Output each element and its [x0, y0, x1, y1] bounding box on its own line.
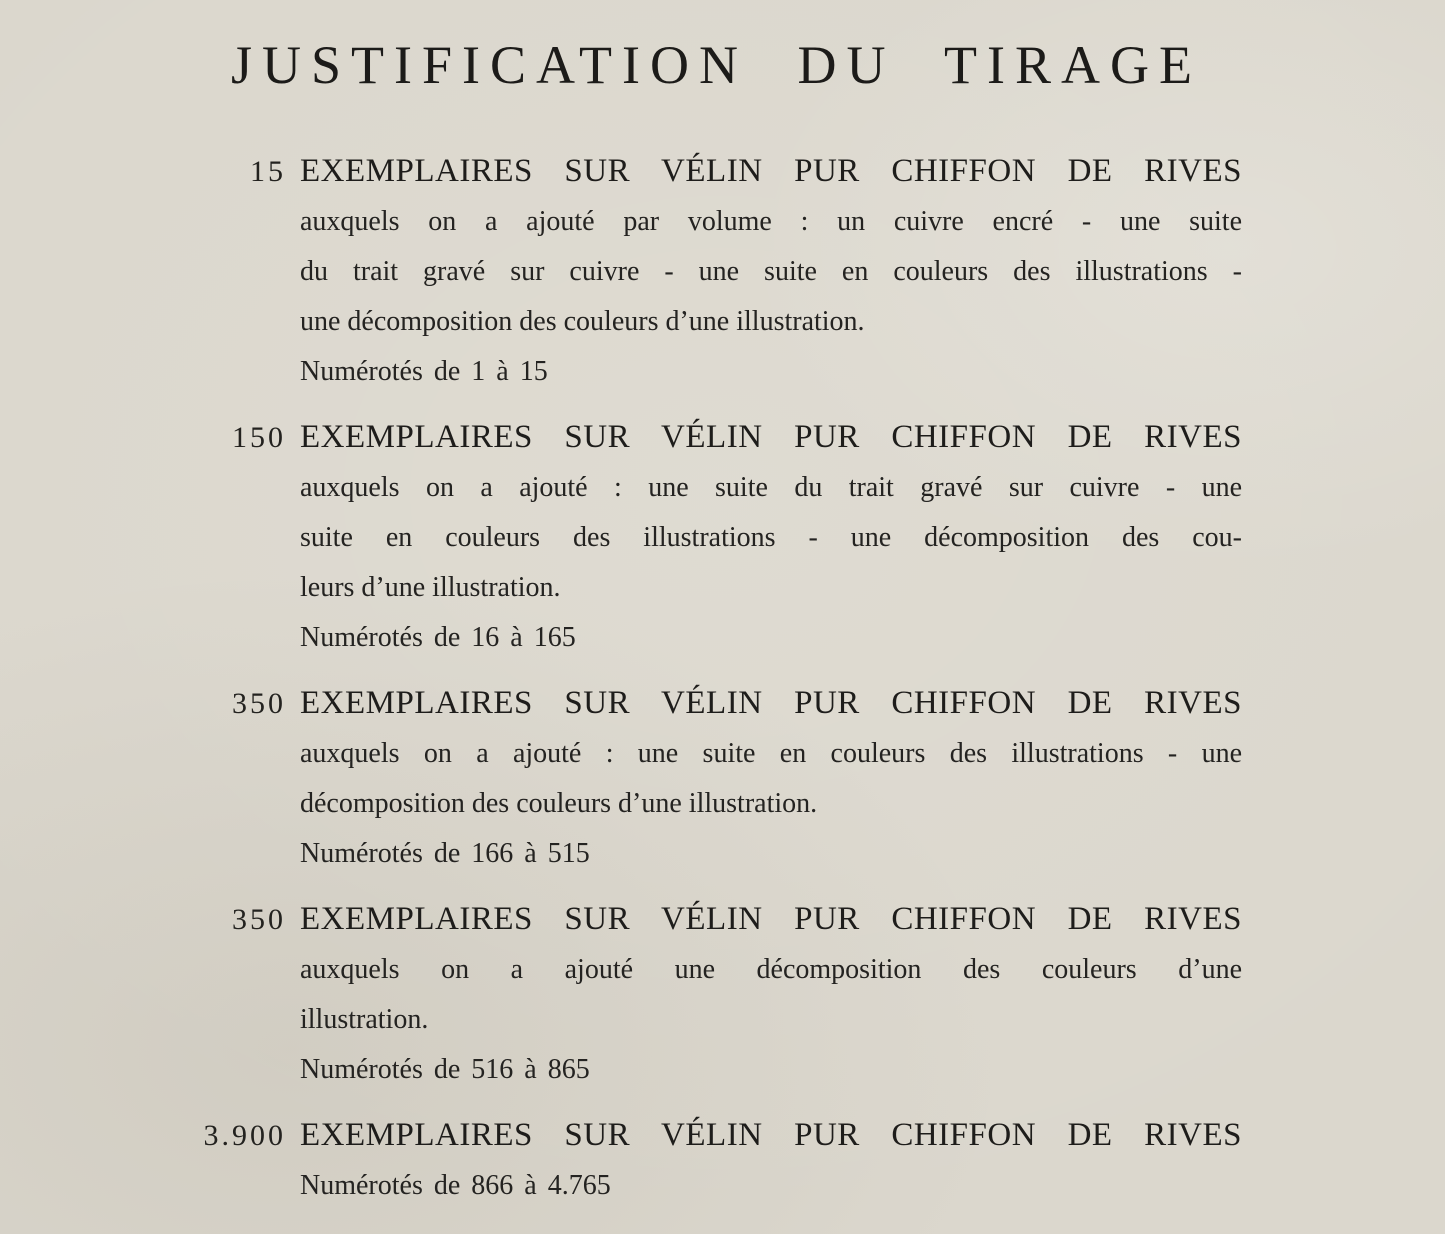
edition-heading: EXEMPLAIRES SUR VÉLIN PUR CHIFFON DE RIVES [300, 685, 1242, 721]
numbering-statement: Numérotés de 866 à 4.765 [300, 1170, 611, 1201]
numbering-statement: Numérotés de 16 à 165 [300, 622, 576, 653]
description-line: leurs d’une illustration. [300, 572, 561, 603]
description-line: du trait gravé sur cuivre - une suite en couleurs des illustrations - [300, 256, 1242, 287]
description-line: auxquels on a ajouté une décomposition des couleurs d’une [300, 954, 1242, 985]
edition-description [300, 463, 1242, 663]
edition-count: 3.900 [203, 1119, 286, 1152]
edition-description [300, 197, 1242, 397]
edition-heading-row [0, 146, 1445, 197]
description-line: auxquels on a ajouté : une suite du trait gravé sur cuivre - une [300, 472, 1242, 503]
edition-heading: EXEMPLAIRES SUR VÉLIN PUR CHIFFON DE RIVES [300, 419, 1242, 455]
edition-count: 15 [250, 155, 286, 188]
edition-block-350-b [0, 894, 1445, 1095]
edition-heading-row [0, 678, 1445, 729]
edition-list [0, 146, 1445, 1226]
edition-heading: EXEMPLAIRES SUR VÉLIN PUR CHIFFON DE RIVES [300, 153, 1242, 189]
edition-description [300, 1161, 1242, 1211]
numbering-statement: Numérotés de 166 à 515 [300, 838, 590, 869]
edition-heading-row [0, 412, 1445, 463]
description-line: illustration. [300, 1004, 429, 1035]
page-title: JUSTIFICATION DU TIRAGE [230, 35, 1202, 95]
edition-block-15 [0, 146, 1445, 397]
description-line: suite en couleurs des illustrations - une décomposition des cou- [300, 522, 1242, 553]
edition-heading-row [0, 894, 1445, 945]
edition-block-3900 [0, 1110, 1445, 1211]
edition-heading-row [0, 1110, 1445, 1161]
numbering-statement: Numérotés de 516 à 865 [300, 1054, 590, 1085]
edition-heading: EXEMPLAIRES SUR VÉLIN PUR CHIFFON DE RIVES [300, 1117, 1242, 1153]
numbering-statement: Numérotés de 1 à 15 [300, 356, 548, 387]
edition-description [300, 945, 1242, 1095]
edition-block-350-a [0, 678, 1445, 879]
edition-count: 150 [232, 421, 286, 454]
description-line: auxquels on a ajouté par volume : un cuivre encré - une suite [300, 206, 1242, 237]
edition-count: 350 [232, 903, 286, 936]
edition-description [300, 729, 1242, 879]
edition-count: 350 [232, 687, 286, 720]
description-line: une décomposition des couleurs d’une illustration. [300, 306, 865, 337]
description-line: auxquels on a ajouté : une suite en couleurs des illustrations - une [300, 738, 1242, 769]
edition-heading: EXEMPLAIRES SUR VÉLIN PUR CHIFFON DE RIVES [300, 901, 1242, 937]
edition-block-150 [0, 412, 1445, 663]
description-line: décomposition des couleurs d’une illustration. [300, 788, 818, 819]
